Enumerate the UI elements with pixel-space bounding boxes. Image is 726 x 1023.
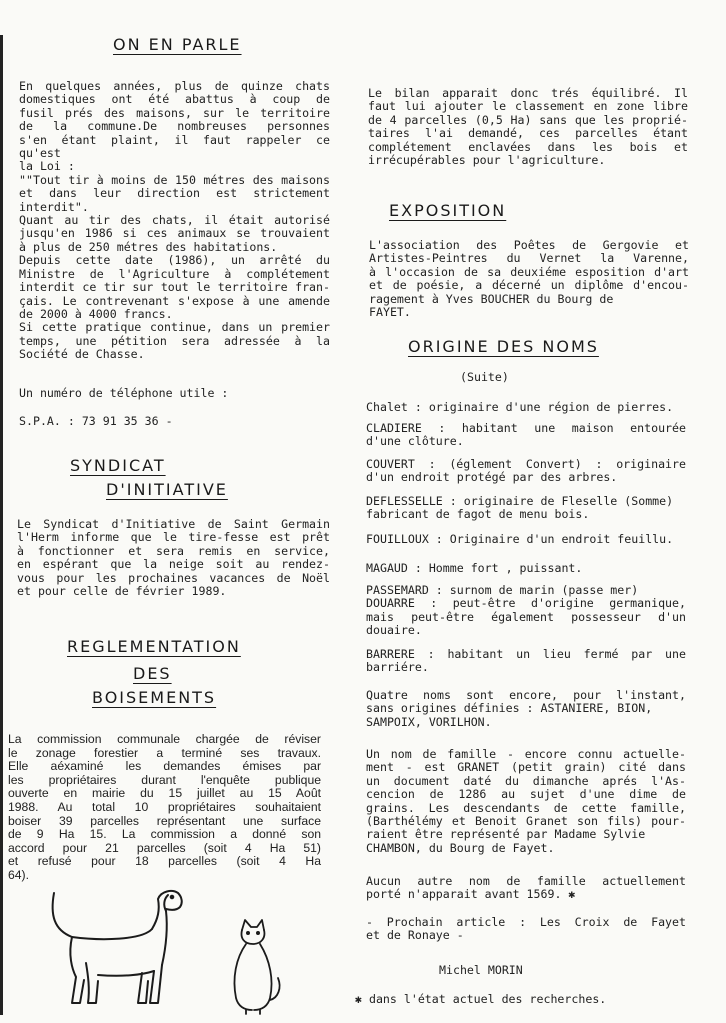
name-entry-passemard-douarre: [366, 584, 686, 638]
text-line: faut lui ajouter le classement en zone libre: [368, 99, 688, 114]
text-line: En quelques années, plus de quinze chats: [19, 79, 330, 93]
text-line: grains. Les descendants de cette famille,: [366, 800, 686, 815]
text-line: de 9 Ha 15. La commission a donné son: [8, 827, 321, 842]
text-line: à l'occasion de sa deuxiéme esposition d'art: [369, 264, 689, 279]
text-line: en espérant que la neige soit au rendez-: [17, 557, 330, 572]
text-line: ouverte en mairie du 15 juillet au 15 Août: [8, 786, 321, 801]
text-line: 64).: [8, 867, 30, 882]
text-line: COUVERT : (églement Convert) : originaire: [366, 457, 686, 471]
text-line: Ministre de l'Agriculture à complétement: [19, 266, 330, 281]
cat-illustration: [224, 918, 284, 1018]
heading-exposition: EXPOSITION: [389, 201, 507, 220]
name-entry-deflesselle: [366, 495, 686, 522]
name-entry-magaud: [366, 562, 686, 575]
text-line: Le Syndicat d'Initiative de Saint Germain: [17, 517, 330, 531]
phone-intro: [19, 387, 228, 400]
heading-des: DES: [133, 664, 172, 683]
heading-d-initiative: D'INITIATIVE: [106, 480, 228, 499]
text-line: Michel MORIN: [439, 963, 523, 977]
text-line: DEFLESSELLE : originaire de Fleselle (Somme): [366, 494, 674, 508]
text-line: MAGAUD : Homme fort , puissant.: [366, 561, 583, 575]
text-line: le zonage forestier a terminé ses travaux.: [8, 745, 321, 760]
text-line: cencion de 1286 au sujet d'une dime de: [366, 787, 686, 802]
text-line: ragement à Yves BOUCHER du Bourg de: [369, 291, 614, 306]
text-line: CLADIERE : habitant une maison entourée: [366, 421, 686, 435]
dog-illustration: [42, 885, 192, 1010]
paragraph-exposition: [369, 239, 689, 319]
next-article-paragraph: [366, 916, 686, 943]
text-line: l'Herm informe que le tire-fesse est prêt: [17, 530, 330, 545]
text-line: Le bilan apparait donc trés équilibré. Il: [368, 86, 688, 100]
text-line: SAMPOIX, VORILHON.: [366, 714, 492, 729]
heading-syndicat: SYNDICAT: [70, 456, 166, 475]
text-line: Aucun autre nom de famille actuellement: [366, 874, 686, 888]
heading-origine-des-noms: ORIGINE DES NOMS: [408, 337, 599, 356]
text-line: complétement enclavées dans les bois et: [368, 139, 688, 154]
text-line: d'une clôture.: [366, 434, 464, 449]
text-line: raient être représenté par Madame Sylvie: [366, 827, 646, 842]
text-line: taires l'ai demandé, ces parcelles étant: [368, 126, 688, 141]
text-line: vous pour les prochaines vacances de Noël: [17, 570, 330, 585]
text-line: Depuis cette date (1986), un arrêté du: [19, 253, 330, 268]
text-line: fusil prés des maisons, sur le territoire: [19, 105, 330, 120]
page-edge-line: [0, 35, 3, 1015]
text-line: et de Ronaye -: [366, 928, 464, 943]
text-line: de 2000 à 4000 francs.: [19, 306, 173, 321]
text-line: Quant au tir des chats, il était autorisé: [19, 213, 330, 228]
text-line: BARRERE : habitant un lieu fermé par une: [366, 647, 686, 661]
text-line: interdit".: [19, 199, 89, 214]
text-line: jusqu'en 1986 si ces animaux se trouvaient: [19, 226, 330, 241]
text-line: Un numéro de téléphone utile :: [19, 386, 229, 400]
text-line: douaire.: [366, 623, 422, 638]
text-line: accord pour 21 parcelles (soit 4 Ha 51): [8, 840, 321, 855]
text-line: et pour celle de février 1989.: [17, 584, 227, 599]
phone-number: [19, 415, 173, 428]
text-line: les propriétaires durant l'enquête publique: [8, 772, 321, 787]
text-line: CHAMBON, du Bourg de Fayet.: [366, 840, 555, 855]
text-line: (Suite): [460, 370, 509, 384]
origine-subtitle: [460, 371, 509, 384]
text-line: ""Tout tir à moins de 150 métres des maisons: [19, 172, 330, 187]
heading-boisements: BOISEMENTS: [92, 688, 217, 707]
text-line: ment - est GRANET (petit grain) cité dans: [366, 760, 686, 775]
text-line: mais peut-être également possesseur d'un: [366, 609, 686, 624]
text-line: de 4 parcelles (0,5 Ha) sans que les proprié-: [368, 112, 688, 127]
text-line: boiser 39 parcelles représentant une surface: [8, 813, 321, 828]
text-line: Artistes-Peintres du Vernet la Varenne,: [369, 251, 689, 266]
text-line: interdit ce tir sur tout le territoire fran-: [19, 280, 330, 295]
text-line: fabricant de fagot de menu bois.: [366, 507, 590, 522]
text-line: un document daté du dimanche aprés l'As-: [366, 773, 686, 788]
text-line: FOUILLOUX : Originaire d'un endroit feuillu.: [366, 532, 674, 546]
text-line: PASSEMARD : surnom de marin (passe mer): [366, 583, 639, 597]
text-line: DOUARRE : peut-être d'origine germanique,: [366, 596, 686, 611]
text-line: et dans leur direction est strictement: [19, 186, 330, 201]
paragraph-syndicat: [17, 518, 330, 598]
text-line: S.P.A. : 73 91 35 36 -: [19, 414, 173, 428]
author-signature: [439, 964, 523, 977]
heading-on-en-parle: ON EN PARLE: [113, 35, 242, 54]
text-line: de la commune.De nombreuses personnes: [19, 119, 330, 134]
paragraph-on-en-parle: [19, 80, 330, 362]
text-line: la Loi :: [19, 159, 75, 174]
name-entry-barrere: [366, 648, 686, 675]
text-line: barriére.: [366, 660, 429, 675]
text-line: Société de Chasse.: [19, 347, 145, 362]
aucun-autre-paragraph: [366, 875, 686, 902]
text-line: s'en étant plaint, il faut rappeler ce qu'est: [19, 132, 330, 161]
name-entry-fouilloux: [366, 533, 686, 546]
name-entry-cladiere: [366, 422, 686, 449]
text-line: FAYET.: [369, 305, 411, 320]
text-line: porté n'apparait avant 1569. ✱: [366, 887, 576, 902]
text-line: et de poésie, a décerné un diplôme d'encou-: [369, 278, 689, 293]
paragraph-bilan: [368, 87, 688, 167]
text-line: - Prochain article : Les Croix de Fayet: [366, 915, 686, 929]
paragraph-reglementation: [8, 733, 321, 883]
text-line: d'un endroit protégé par des arbres.: [366, 470, 618, 485]
text-line: L'association des Poêtes de Gergovie et: [369, 238, 689, 252]
text-line: à plus de 250 métres des habitations.: [19, 239, 278, 254]
text-line: domestiques ont été abattus à coup de: [19, 92, 330, 107]
heading-reglementation: REGLEMENTATION: [67, 637, 241, 656]
text-line: 1988. Au total 10 propriétaires souhaitaient: [8, 799, 321, 814]
text-line: ✱ dans l'état actuel des recherches.: [355, 992, 607, 1006]
text-line: Si cette pratique continue, dans un premier: [19, 320, 330, 335]
name-entry-couvert: [366, 458, 686, 485]
text-line: Elle aéxaminé les demandes émises par: [8, 759, 321, 774]
text-line: Chalet : originaire d'une région de pierres.: [366, 400, 674, 414]
text-line: La commission communale chargée de réviser: [8, 732, 321, 746]
text-line: et refusé pour 18 parcelles (soit 4 Ha: [8, 854, 321, 869]
text-line: çais. Le contrevenant s'expose à une amende: [19, 293, 330, 308]
text-line: irrécupérables pour l'agriculture.: [368, 153, 606, 168]
text-line: temps, une pétition sera adressée à la: [19, 333, 330, 348]
text-line: à fonctionner et sera remis en service,: [17, 543, 330, 558]
footnote: [355, 993, 606, 1006]
text-line: Quatre noms sont encore, pour l'instant,: [366, 688, 686, 702]
text-line: sans origines définies : ASTANIERE, BION,: [366, 701, 653, 716]
text-line: (Barthélémy et Benoit Granet son fils) pour-: [366, 814, 686, 829]
undefined-names-paragraph: [366, 689, 686, 729]
text-line: Un nom de famille - encore connu actuelle-: [366, 747, 686, 761]
name-entry-chalet: [366, 401, 686, 414]
granet-paragraph: [366, 748, 686, 855]
